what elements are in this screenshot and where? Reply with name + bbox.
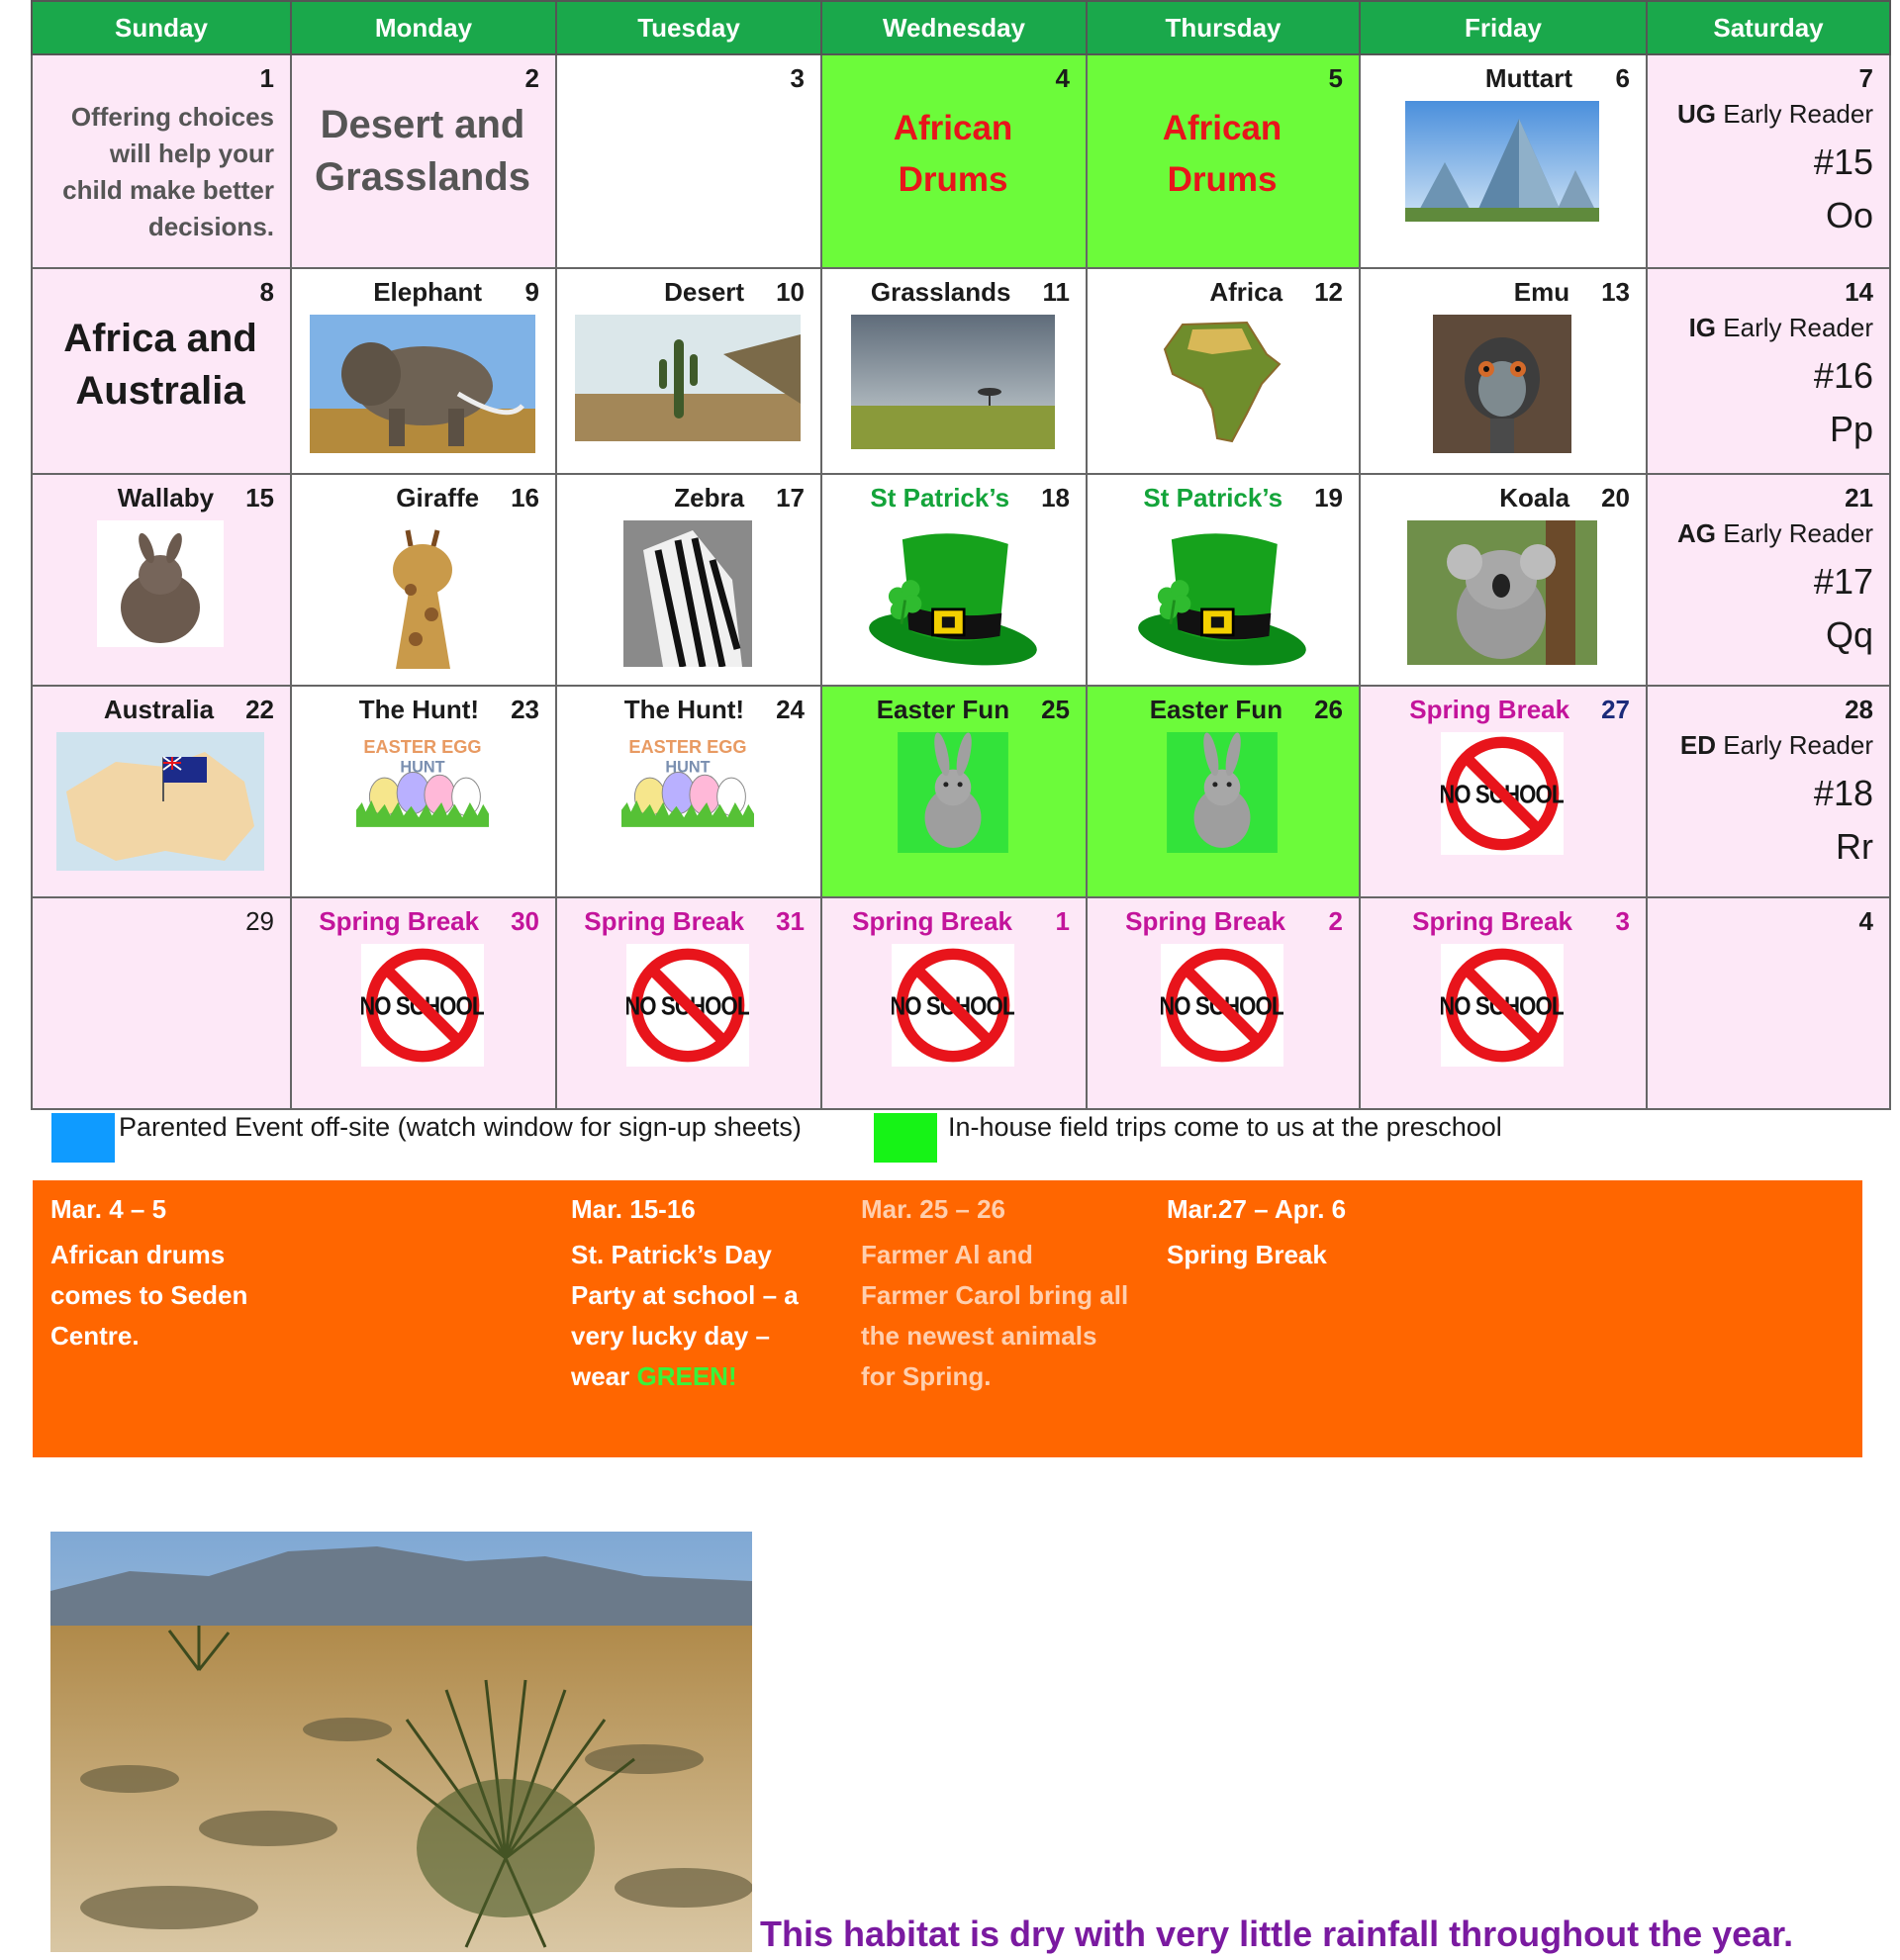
day-cell [291, 474, 556, 686]
day-number: 15 [245, 483, 274, 513]
day-cell [556, 54, 821, 268]
leprechaun-hat-icon [1130, 520, 1314, 669]
day-label: St Patrick’s [1143, 483, 1283, 513]
weekday-friday: Friday [1360, 1, 1647, 54]
day-cell [821, 268, 1087, 474]
day-number: 30 [511, 906, 539, 936]
day-cell-reader [1647, 54, 1890, 268]
day-number: 1 [1055, 906, 1070, 936]
day-number: 26 [1314, 695, 1343, 724]
no-school-icon [361, 944, 484, 1067]
day-number: 13 [1601, 277, 1630, 307]
day-cell [1360, 54, 1647, 268]
day-number: 9 [524, 277, 539, 307]
day-cell [291, 686, 556, 897]
week-row [32, 897, 1890, 1109]
day-number: 5 [1328, 63, 1343, 93]
week-row [32, 474, 1890, 686]
theme-title: Africa and Australia [63, 317, 257, 413]
no-school-icon [1441, 732, 1564, 855]
day-label: Grasslands [870, 277, 1011, 307]
grasslands-photo [851, 315, 1055, 449]
early-reader-info: ED Early Reader #18 Rr [1679, 730, 1873, 867]
day-cell-field-trip [821, 686, 1087, 897]
day-label: Wallaby [117, 483, 215, 513]
giraffe-photo [356, 520, 489, 669]
day-label: Easter Fun [876, 695, 1010, 724]
week-row [32, 268, 1890, 474]
day-number: 1 [259, 63, 274, 93]
early-reader-info: AG Early Reader #17 Qq [1677, 518, 1873, 655]
early-reader-info: IG Early Reader #16 Pp [1688, 313, 1873, 449]
events-info-box [33, 1180, 1862, 1457]
week-row [32, 54, 1890, 268]
day-label: Giraffe [396, 483, 480, 513]
day-cell [32, 686, 291, 897]
day-number: 23 [511, 695, 539, 724]
day-cell [556, 474, 821, 686]
event-note-st-patricks: Mar. 15-16 St. Patrick’s Day Party at school – a very lucky day – wear GREEN! [571, 1194, 799, 1391]
day-cell [291, 897, 556, 1109]
habitat-caption: This habitat is dry with very little rainfall throughout the year. [760, 1913, 1794, 1954]
day-label: Muttart [1484, 63, 1572, 93]
day-label: Spring Break [584, 906, 745, 936]
day-cell [556, 686, 821, 897]
day-cell [291, 54, 556, 268]
day-number: 18 [1041, 483, 1070, 513]
day-cell-reader [1647, 686, 1890, 897]
day-cell [1360, 897, 1647, 1109]
day-label: Spring Break [852, 906, 1012, 936]
theme-title: Desert and Grasslands [315, 103, 530, 199]
day-cell [821, 897, 1087, 1109]
day-label: Koala [1499, 483, 1570, 513]
day-label: The Hunt! [623, 695, 745, 724]
day-label: Spring Break [319, 906, 480, 936]
day-label: Elephant [373, 277, 482, 307]
elephant-photo [310, 315, 535, 453]
day-cell [1360, 686, 1647, 897]
day-number: 21 [1845, 483, 1873, 513]
day-label: Easter Fun [1149, 695, 1283, 724]
day-number: 8 [259, 277, 274, 307]
day-label: Desert [664, 277, 745, 307]
day-number: 10 [776, 277, 805, 307]
wallaby-photo [97, 520, 224, 647]
day-number: 7 [1858, 63, 1873, 93]
day-number: 14 [1845, 277, 1873, 307]
calendar-grid [31, 0, 1891, 1110]
day-cell-reader [1647, 268, 1890, 474]
day-cell [1647, 897, 1890, 1109]
legend-inhouse-text: In-house field trips come to us at the preschool [948, 1112, 1502, 1142]
day-label: Spring Break [1412, 906, 1572, 936]
event-note-farmer-visit: Mar. 25 – 26 Farmer Al and Farmer Carol bring all the newest animals for Spring. [861, 1194, 1129, 1391]
zebra-photo [623, 520, 752, 667]
weekday-sunday: Sunday [32, 1, 291, 54]
day-number: 3 [790, 63, 805, 93]
day-cell [1087, 474, 1360, 686]
desert-habitat-photo [50, 1532, 752, 1952]
legend [49, 1109, 1890, 1161]
no-school-icon [626, 944, 749, 1067]
day-number: 4 [1055, 63, 1070, 93]
day-number: 19 [1314, 483, 1343, 513]
day-label: Australia [103, 695, 215, 724]
day-number: 24 [776, 695, 805, 724]
africa-map-image [1153, 315, 1291, 449]
desert-cactus-photo [575, 315, 801, 441]
day-cell [821, 474, 1087, 686]
no-school-icon [1161, 944, 1283, 1067]
bunny-photo [1167, 732, 1278, 853]
koala-photo [1407, 520, 1597, 665]
day-number: 17 [776, 483, 805, 513]
day-number: 2 [1328, 906, 1343, 936]
day-label: Africa [1209, 277, 1283, 307]
day-number: 6 [1615, 63, 1630, 93]
day-number: 28 [1845, 695, 1873, 724]
no-school-icon [892, 944, 1014, 1067]
day-number: 27 [1601, 695, 1630, 724]
weekday-header-row [32, 1, 1890, 54]
easter-egg-hunt-image [356, 732, 489, 827]
legend-parented-text: Parented Event off-site (watch window for sign-up sheets) [119, 1112, 802, 1142]
day-cell [1360, 474, 1647, 686]
day-cell [32, 54, 291, 268]
day-label: Emu [1513, 277, 1570, 307]
day-number: 2 [524, 63, 539, 93]
day-label: Spring Break [1409, 695, 1570, 724]
day-number: 31 [776, 906, 805, 936]
event-note-african-drums: Mar. 4 – 5 African drums comes to Seden Centre. [50, 1194, 248, 1351]
day-cell [32, 474, 291, 686]
day-cell-field-trip [821, 54, 1087, 268]
day-number: 3 [1615, 906, 1630, 936]
day-cell-reader [1647, 474, 1890, 686]
weekday-tuesday: Tuesday [556, 1, 821, 54]
day-label: St Patrick’s [870, 483, 1010, 513]
leprechaun-hat-icon [861, 520, 1045, 669]
day-cell [556, 268, 821, 474]
weekday-saturday: Saturday [1647, 1, 1890, 54]
bunny-photo [898, 732, 1008, 853]
event-title: African Drums [893, 109, 1013, 199]
day-cell [1087, 268, 1360, 474]
day-cell [32, 268, 291, 474]
day-cell-field-trip [1087, 54, 1360, 268]
day-label: The Hunt! [358, 695, 480, 724]
day-label: Zebra [674, 483, 745, 513]
day-cell [1087, 897, 1360, 1109]
day-cell [556, 897, 821, 1109]
easter-egg-hunt-image [621, 732, 754, 827]
day-cell [291, 268, 556, 474]
muttart-pyramids-photo [1405, 101, 1599, 222]
day-number: 25 [1041, 695, 1070, 724]
day-number: 22 [245, 695, 274, 724]
day-number: 4 [1858, 906, 1873, 936]
event-note-spring-break: Mar.27 – Apr. 6 Spring Break [1167, 1194, 1347, 1269]
emu-photo [1433, 315, 1571, 453]
day-label: Spring Break [1125, 906, 1285, 936]
weekday-thursday: Thursday [1087, 1, 1360, 54]
day-number: 16 [511, 483, 539, 513]
day-cell [32, 897, 291, 1109]
weekday-monday: Monday [291, 1, 556, 54]
weekday-wednesday: Wednesday [821, 1, 1087, 54]
day-number: 11 [1042, 277, 1070, 307]
australia-map-image [56, 732, 264, 871]
early-reader-info: UG Early Reader #15 Oo [1677, 99, 1873, 235]
day-cell [1360, 268, 1647, 474]
legend-swatch-parented [51, 1113, 115, 1163]
day-number: 29 [245, 906, 274, 936]
legend-swatch-inhouse [874, 1113, 937, 1163]
day-note: Offering choices will help your child make better decisions. [62, 102, 274, 241]
week-row [32, 686, 1890, 897]
day-number: 20 [1601, 483, 1630, 513]
day-number: 12 [1314, 277, 1343, 307]
no-school-icon [1441, 944, 1564, 1067]
day-cell-field-trip [1087, 686, 1360, 897]
event-title: African Drums [1162, 109, 1282, 199]
